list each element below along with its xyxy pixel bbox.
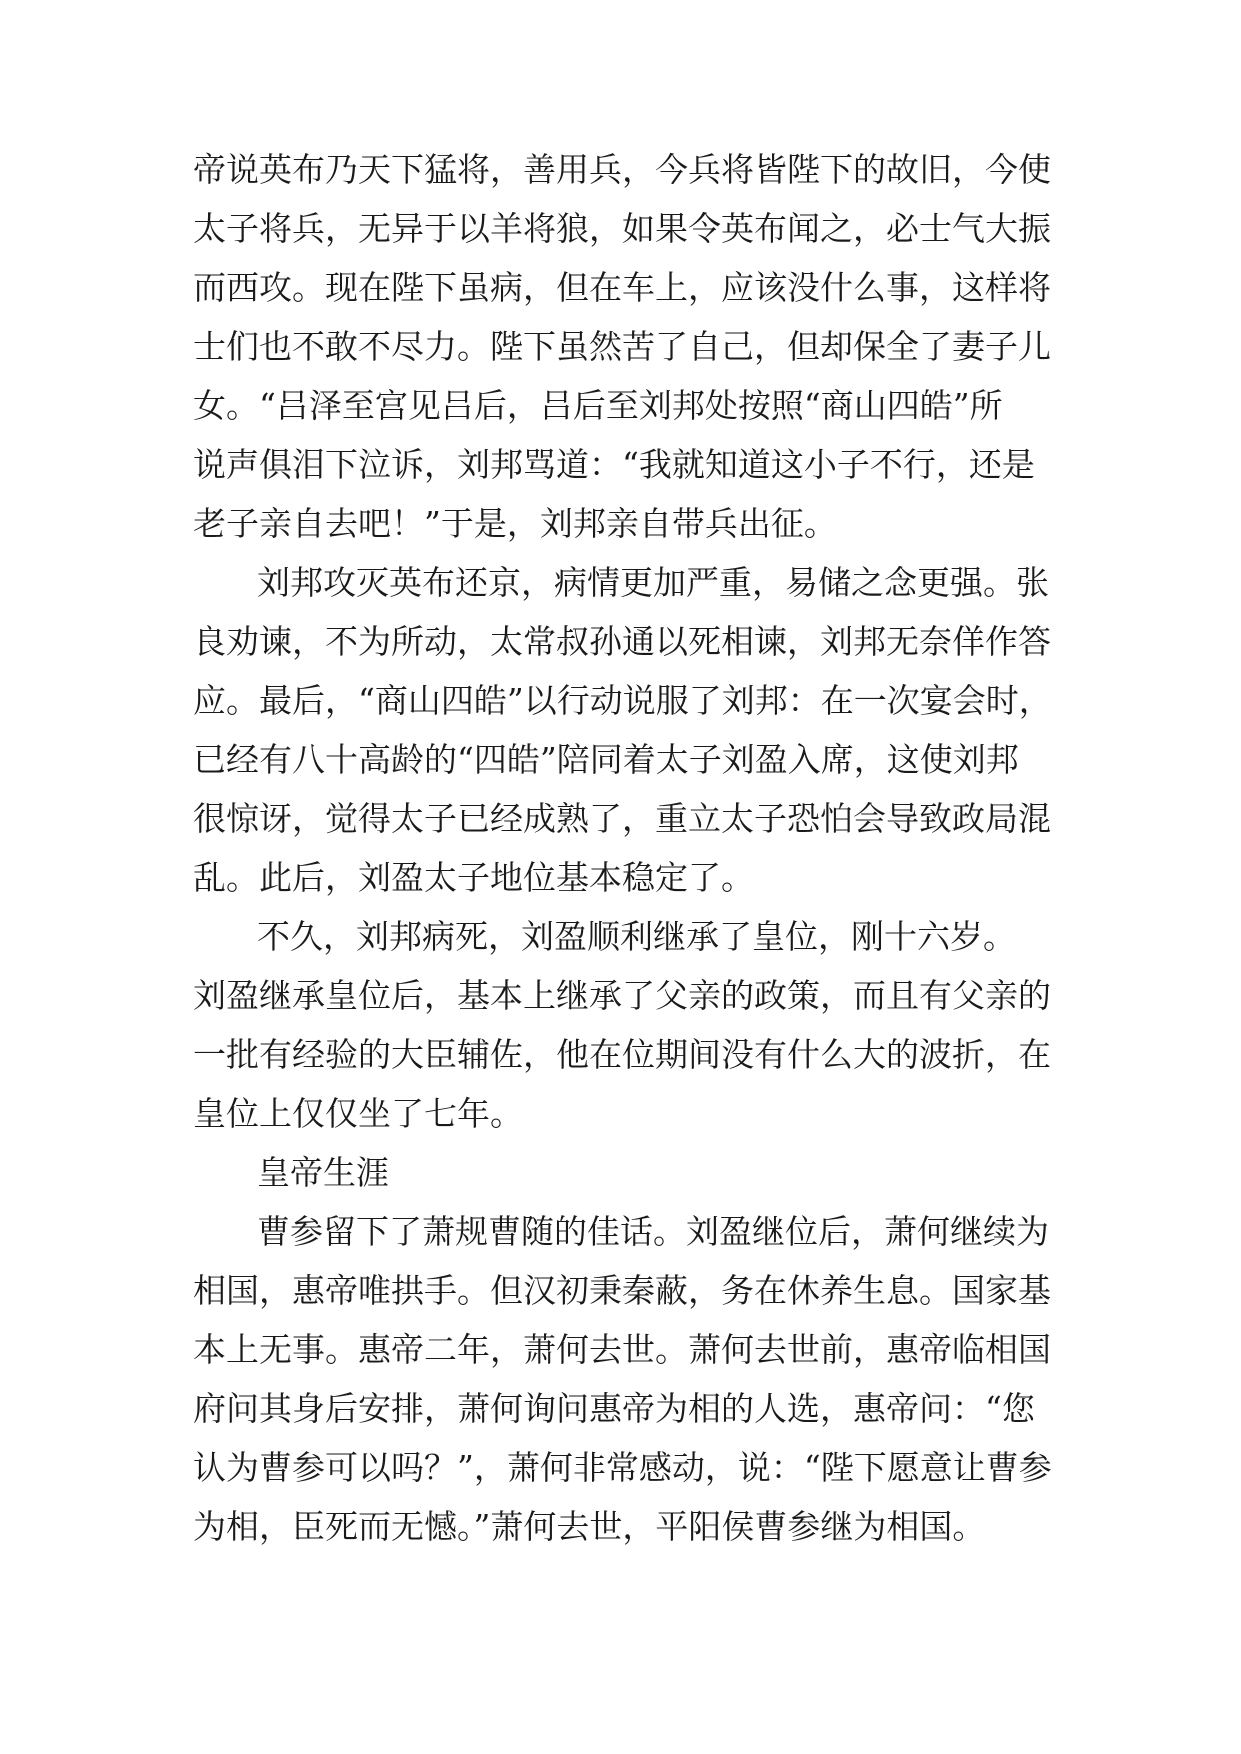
text-line: 曹参留下了萧规曹随的佳话。刘盈继位后，萧何继续为 bbox=[257, 1212, 1049, 1251]
text-line: 为相，臣死而无憾。”萧何去世，平阳侯曹参继为相国。 bbox=[193, 1507, 986, 1546]
text-line: 皇位上仅仅坐了七年。 bbox=[193, 1094, 523, 1133]
text-line: 相国，惠帝唯拱手。但汉初秉秦蔽，务在休养生息。国家基 bbox=[193, 1271, 1051, 1310]
text-line: 太子将兵，无异于以羊将狼，如果令英布闻之，必士气大振 bbox=[193, 209, 1051, 248]
text-line: 认为曹参可以吗？”，萧何非常感动，说：“陛下愿意让曹参 bbox=[193, 1448, 1052, 1487]
text-line: 说声俱泪下泣诉，刘邦骂道：“我就知道这小子不行，还是 bbox=[193, 445, 1035, 484]
text-line: 女。“吕泽至宫见吕后，吕后至刘邦处按照“商山四皓”所 bbox=[193, 386, 1003, 425]
text-line: 刘盈继承皇位后，基本上继承了父亲的政策，而且有父亲的 bbox=[193, 976, 1051, 1015]
text-line: 本上无事。惠帝二年，萧何去世。萧何去世前，惠帝临相国 bbox=[193, 1330, 1051, 1369]
text-line: 应。最后，“商山四皓”以行动说服了刘邦：在一次宴会时， bbox=[193, 681, 1052, 720]
heading-text: 皇帝生涯 bbox=[257, 1153, 389, 1192]
text-line: 一批有经验的大臣辅佐，他在位期间没有什么大的波折，在 bbox=[193, 1035, 1051, 1074]
text-line: 已经有八十高龄的“四皓”陪同着太子刘盈入席，这使刘邦 bbox=[193, 740, 1019, 779]
text-line: 刘邦攻灭英布还京，病情更加严重，易储之念更强。张 bbox=[257, 563, 1049, 602]
text-line: 不久，刘邦病死，刘盈顺利继承了皇位，刚十六岁。 bbox=[257, 917, 1016, 956]
text-line: 士们也不敢不尽力。陛下虽然苦了自己，但却保全了妻子儿 bbox=[193, 327, 1051, 366]
text-line: 而西攻。现在陛下虽病，但在车上，应该没什么事，这样将 bbox=[193, 268, 1051, 307]
text-line: 帝说英布乃天下猛将，善用兵，今兵将皆陛下的故旧，今使 bbox=[193, 150, 1051, 189]
text-line: 府问其身后安排，萧何询问惠帝为相的人选，惠帝问：“您 bbox=[193, 1389, 1035, 1428]
text-line: 老子亲自去吧！”于是，刘邦亲自带兵出征。 bbox=[193, 504, 837, 543]
text-line: 很惊讶，觉得太子已经成熟了，重立太子恐怕会导致政局混 bbox=[193, 799, 1051, 838]
text-line: 乱。此后，刘盈太子地位基本稳定了。 bbox=[193, 858, 754, 897]
text-line: 良劝谏，不为所动，太常叔孙通以死相谏，刘邦无奈佯作答 bbox=[193, 622, 1051, 661]
